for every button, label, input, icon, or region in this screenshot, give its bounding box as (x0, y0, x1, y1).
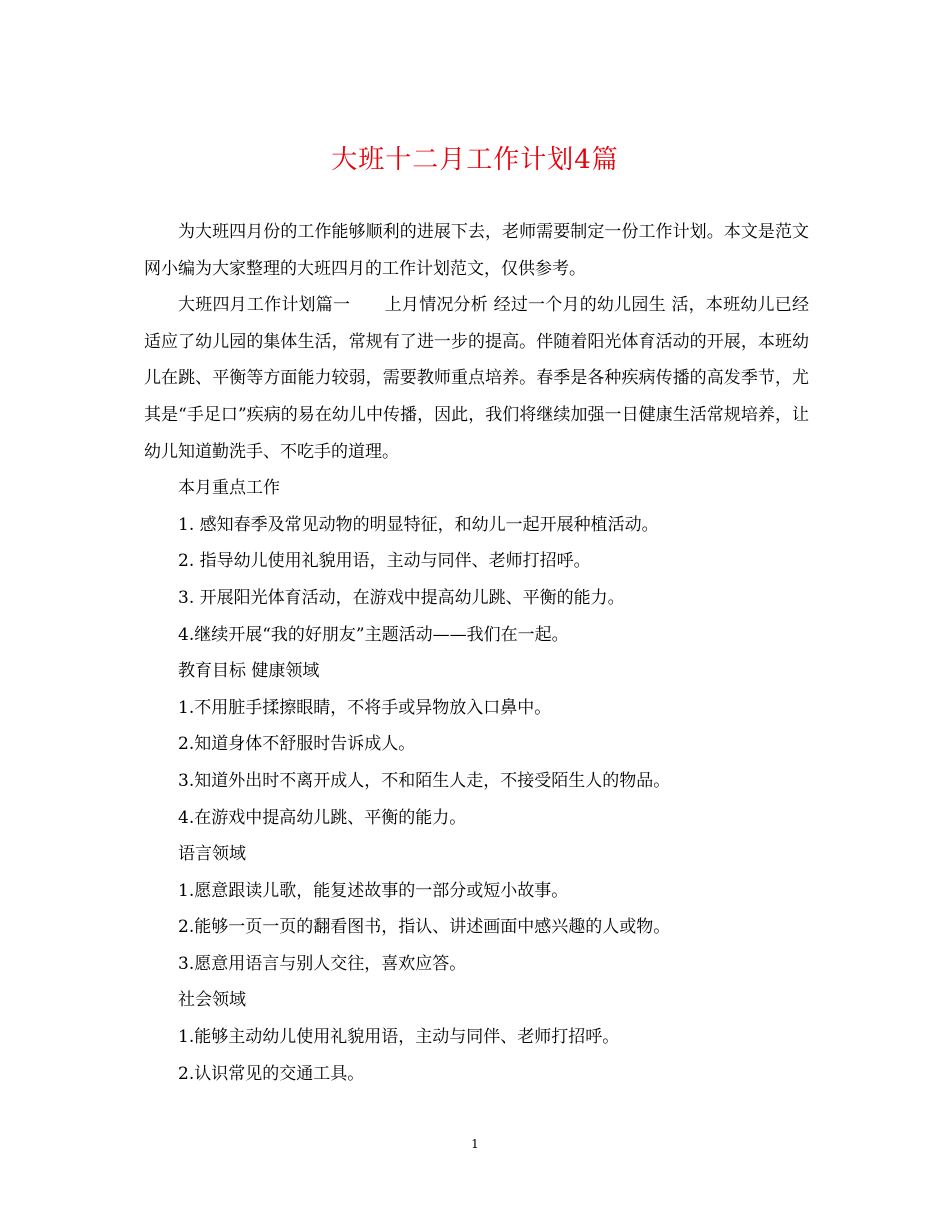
section-heading-health: 教育目标 健康领域 (178, 661, 320, 682)
list-item: 1.能够主动幼儿使用礼貌用语，主动与同伴、老师打招呼。 (178, 1027, 620, 1048)
list-item: 1.不用脏手揉擦眼睛，不将手或异物放入口鼻中。 (178, 697, 552, 718)
section-heading-social: 社会领域 (178, 990, 246, 1011)
section-heading-language: 语言领域 (178, 844, 246, 865)
list-item: 3. 开展阳光体育活动，在游戏中提高幼儿跳、平衡的能力。 (178, 587, 625, 608)
list-item: 1. 感知春季及常见动物的明显特征，和幼儿一起开展种植活动。 (178, 514, 659, 535)
document-body (144, 214, 809, 1092)
list-item: 4.继续开展“我的好朋友”主题活动——我们在一起。 (178, 624, 569, 645)
section-heading-monthly-focus: 本月重点工作 (178, 478, 280, 499)
page-number: 1 (471, 1137, 479, 1151)
list-item: 1.愿意跟读儿歌，能复述故事的一部分或短小故事。 (178, 880, 569, 901)
list-item: 4.在游戏中提高幼儿跳、平衡的能力。 (178, 807, 467, 828)
list-item: 2.认识常见的交通工具。 (178, 1063, 365, 1084)
document-title: 大班十二月工作计划4篇 (331, 145, 619, 175)
list-item: 3.愿意用语言与别人交往，喜欢应答。 (178, 953, 467, 974)
list-item: 3.知道外出时不离开成人，不和陌生人走，不接受陌生人的物品。 (178, 770, 671, 791)
list-item: 2. 指导幼儿使用礼貌用语，主动与同伴、老师打招呼。 (178, 551, 591, 572)
plan-paragraph: 大班四月工作计划篇一 上月情况分析 经过一个月的幼儿园生 活，本班幼儿已经适应了幼儿园的集体生活，常规有了进一步的提高。伴随着阳光体育活动的开展，本班幼儿在跳、平衡等方面能力较弱，需要教师重点培养。春季是各种疾病传播的高发季节，尤其是“手足口”疾病的易在幼儿中传播，因此，我们将继续加强一日健康生活常规培养，让幼儿知道勤洗手、不吃手的道理。 (144, 295, 809, 462)
intro-paragraph: 为大班四月份的工作能够顺利的进展下去，老师需要制定一份工作计划。本文是范文网小编为大家整理的大班四月的工作计划范文，仅供参考。 (144, 222, 809, 279)
list-item: 2.能够一页一页的翻看图书，指认、讲述画面中感兴趣的人或物。 (178, 917, 671, 938)
list-item: 2.知道身体不舒服时告诉成人。 (178, 734, 416, 755)
